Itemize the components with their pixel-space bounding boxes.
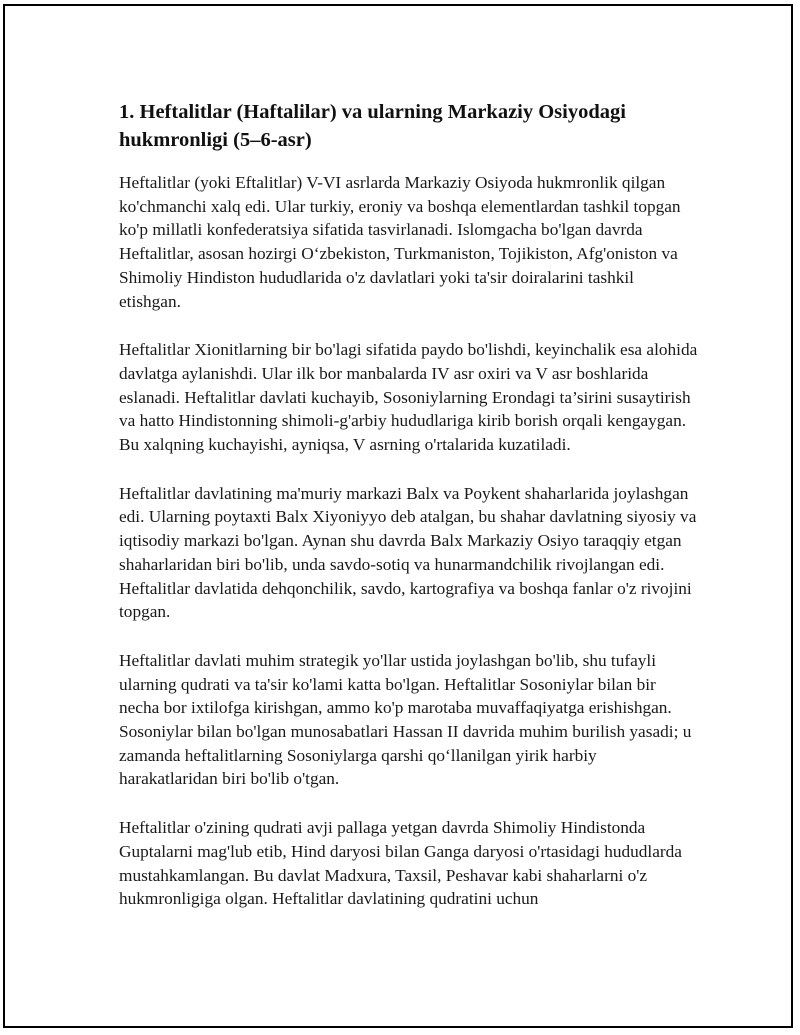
document-body (119, 98, 699, 936)
document-page (3, 4, 793, 1028)
paragraph-3: Heftalitlar davlatining ma'muriy markazi Balx va Poykent shaharlarida joylashgan edi. Ularning poytaxti Balx Xiyoniyyo deb atalgan, bu shahar davlatning siyosiy va iqtisodiy markazi bo'lgan. Aynan shu davrda Balx Markaziy Osiyo taraqqiy etgan shaharlaridan biri bo'lib, unda savdo-sotiq va hunarmandchilik rivojlangan edi. Heftalitlar davlatida dehqonchilik, savdo, kartografiya va boshqa fanlar o'z rivojini topgan. (119, 483, 697, 622)
paragraph-2: Heftalitlar Xionitlarning bir bo'lagi sifatida paydo bo'lishdi, keyinchalik esa alohida davlatga aylanishdi. Ular ilk bor manbalarda IV asr oxiri va V asr boshlarida eslanadi. Heftalitlar davlati kuchayib, Sosoniylarning Erondagi ta’sirini susaytirish va hatto Hindistonning shimoli-g'arbiy hududlariga kirib borish orqali kengaygan. Bu xalqning kuchayishi, ayniqsa, V asrning o'rtalarida kuzatiladi. (119, 340, 698, 455)
paragraph-4: Heftalitlar davlati muhim strategik yo'llar ustida joylashgan bo'lib, shu tufayli ularning qudrati va ta'sir ko'lami katta bo'lgan. Heftalitlar Sosoniylar bilan bir necha bor ixtilofga kirishgan, ammo ko'p marotaba muvaffaqiyatga erishishgan. Sosoniylar bilan bo'lgan munosabatlari Hassan II davrida muhim burilish yasadi; u zamanda heftalitlarning Sosoniylarga qarshi qo‘llanilgan yirik harbiy harakatlaridan biri bo'lib o'tgan. (119, 650, 692, 789)
paragraph-5: Heftalitlar o'zining qudrati avji pallaga yetgan davrda Shimoliy Hindistonda Guptalarni mag'lub etib, Hind daryosi bilan Ganga daryosi o'rtasidagi hududlarda mustahkamlangan. Bu davlat Madxura, Taxsil, Peshavar kabi shaharlarni o'z hukmronligiga olgan. Heftalitlar davlatining qudratini uchun (119, 818, 682, 909)
paragraph-1: Heftalitlar (yoki Eftalitlar) V-VI asrlarda Markaziy Osiyoda hukmronlik qilgan ko'chmanchi xalq edi. Ular turkiy, eroniy va boshqa elementlardan tashkil topgan ko'p millatli konfederatsiya sifatida tasvirlanadi. Islomgacha bo'lgan davrda Heftalitlar, asosan hozirgi O‘zbekiston, Turkmaniston, Tojikiston, Afg'oniston va Shimoliy Hindiston hududlarida o'z davlatlari yoki ta'sir doiralarini tashkil etishgan. (119, 173, 681, 311)
section-title: 1. Heftalitlar (Haftalilar) va ularning Markaziy Osiyodagi hukmronligi (5–6-asr) (119, 101, 626, 151)
